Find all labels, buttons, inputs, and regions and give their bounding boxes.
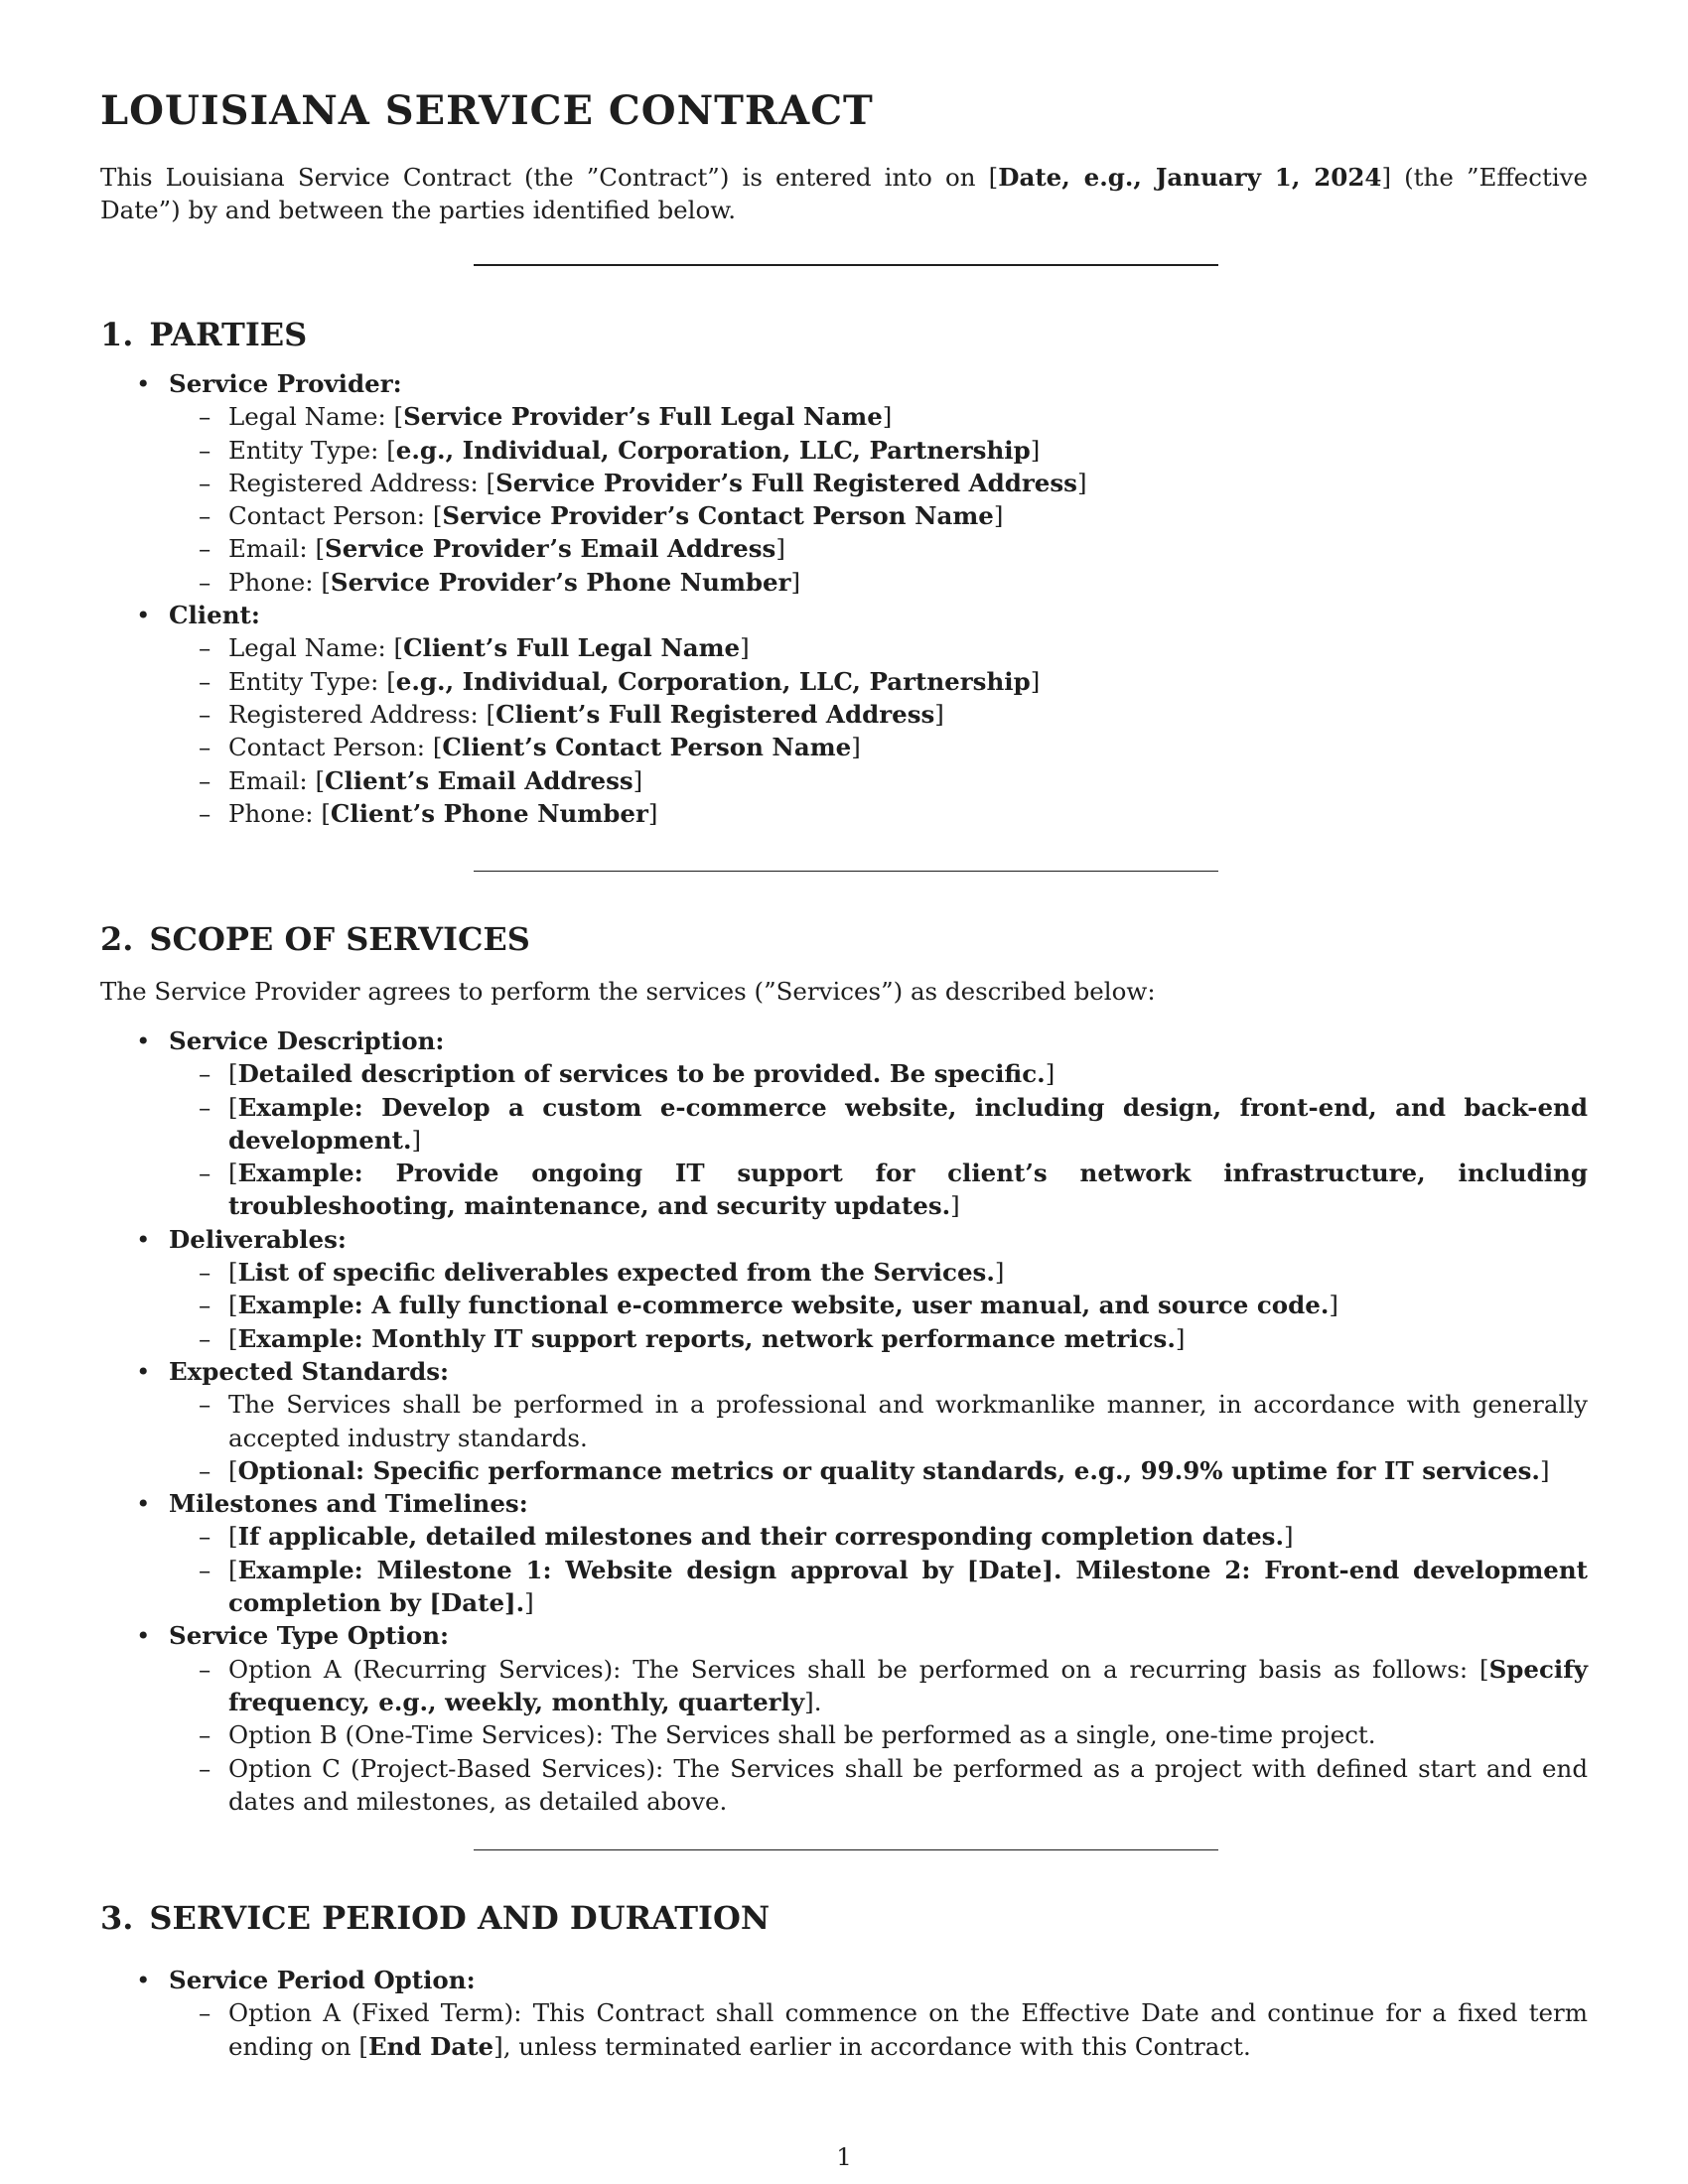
list-item: • Client: – Legal Name: [Client’s Full Legal Name] – Entity Type: [e.g., Individual, Corporation, LLC, Partnership] – Registered Address: [Client’s Full Registered Address] – Contact Person: [Client’s Contact Person Name] – Email: [Client’s Email Address] – Phone: [Client’s Phone Number] <box>100 599 1588 830</box>
list-item: • Deliverables: – [List of specific deliverables expected from the Services.] – [Example: A fully functional e-commerce website, user manual, and source code.] – [Example: Monthly IT support reports, network performance metrics.] <box>100 1223 1588 1355</box>
list-item: – [Example: Develop a custom e-commerce website, including design, front-end, and back-end development.] <box>169 1091 1588 1158</box>
section-divider <box>474 264 1218 266</box>
section-heading-period: 3. SERVICE PERIOD AND DURATION <box>100 1899 771 1937</box>
list-item: – Email: [Client’s Email Address] <box>169 764 1588 797</box>
list-item: – [Detailed description of services to be provided. Be specific.] <box>169 1057 1588 1090</box>
period-list <box>100 1964 1588 2063</box>
intro-paragraph <box>100 161 1588 226</box>
list-item: – Entity Type: [e.g., Individual, Corporation, LLC, Partnership] <box>169 434 1588 467</box>
scope-list <box>100 1024 1588 1818</box>
list-item: – Option A (Recurring Services): The Services shall be performed on a recurring basis as follows: [Specify frequency, e.g., weekly, monthly, quarterly]. <box>169 1653 1588 1719</box>
list-item: • Milestones and Timelines: – [If applicable, detailed milestones and their corresponding completion dates.] – [Example: Milestone 1: Website design approval by [Date]. Milestone 2: Front-end development completion by [Date].] <box>100 1487 1588 1619</box>
list-item: – Option A (Fixed Term): This Contract shall commence on the Effective Date and continue for a fixed term ending on [End Date], unless terminated earlier in accordance with this Contract. <box>169 1996 1588 2063</box>
list-item: • Service Description: – [Detailed description of services to be provided. Be specific.] – [Example: Develop a custom e-commerce website, including design, front-end, and back-end development.] – [Example: Provide ongoing IT support for client’s network infrastructure, including troubleshooting, maintenance, and security updates.] <box>100 1024 1588 1223</box>
list-item: – [Example: Milestone 1: Website design approval by [Date]. Milestone 2: Front-end development completion by [Date].] <box>169 1554 1588 1620</box>
list-item: – Registered Address: [Service Provider’s Full Registered Address] <box>169 467 1588 499</box>
list-item: – Legal Name: [Client’s Full Legal Name] <box>169 631 1588 664</box>
section-divider <box>474 1849 1218 1850</box>
list-item: • Expected Standards: – The Services shall be performed in a professional and workmanlike manner, in accordance with generally accepted industry standards. – [Optional: Specific performance metrics or quality standards, e.g., 99.9% uptime for IT services.] <box>100 1355 1588 1487</box>
list-item: • Service Provider: – Legal Name: [Service Provider’s Full Legal Name] – Entity Type: [e.g., Individual, Corporation, LLC, Partnership] – Registered Address: [Service Provider’s Full Registered Address] – Contact Person: [Service Provider’s Contact Person Name] – Email: [Service Provider’s Email Address] – Phone: [Service Provider’s Phone Number] <box>100 367 1588 599</box>
list-item: – Contact Person: [Service Provider’s Contact Person Name] <box>169 499 1588 532</box>
list-item: – Option C (Project-Based Services): The Services shall be performed as a project with defined start and end dates and milestones, as detailed above. <box>169 1752 1588 1819</box>
list-item: – [Example: A fully functional e-commerce website, user manual, and source code.] <box>169 1289 1588 1321</box>
list-item: – [Example: Monthly IT support reports, network performance metrics.] <box>169 1322 1588 1355</box>
list-item: – Registered Address: [Client’s Full Registered Address] <box>169 698 1588 731</box>
page-number: 1 <box>836 2142 852 2171</box>
list-item: – Contact Person: [Client’s Contact Person Name] <box>169 731 1588 763</box>
parties-list <box>100 367 1588 830</box>
list-item: – [If applicable, detailed milestones and their corresponding completion dates.] <box>169 1520 1588 1553</box>
list-item: • Service Period Option: – Option A (Fixed Term): This Contract shall commence on the Effective Date and continue for a fixed term ending on [End Date], unless terminated earlier in accordance with this Contract. <box>100 1964 1588 2063</box>
document-title: LOUISIANA SERVICE CONTRACT <box>100 87 874 134</box>
list-item: • Service Type Option: – Option A (Recurring Services): The Services shall be performed on a recurring basis as follows: [Specify frequency, e.g., weekly, monthly, quarterly]. – Option B (One-Time Services): The Services shall be performed as a single, one-time project. – Option C (Project-Based Services): The Services shall be performed as a project with defined start and end dates and milestones, as detailed above. <box>100 1619 1588 1818</box>
list-item: – Phone: [Client’s Phone Number] <box>169 797 1588 830</box>
effective-date-placeholder: Date, e.g., January 1, 2024 <box>998 163 1382 192</box>
list-item: – [List of specific deliverables expected from the Services.] <box>169 1256 1588 1289</box>
section-heading-scope: 2. SCOPE OF SERVICES <box>100 920 530 958</box>
list-item: – Email: [Service Provider’s Email Address] <box>169 532 1588 565</box>
list-item: – Phone: [Service Provider’s Phone Number] <box>169 566 1588 599</box>
intro-text-end: ] (the ”Effective Date”) by and between the parties identified below. <box>100 163 1589 224</box>
intro-text: This Louisiana Service Contract (the ”Contract”) is entered into on [ <box>100 163 999 192</box>
list-item: – [Optional: Specific performance metrics or quality standards, e.g., 99.9% uptime for IT services.] <box>169 1454 1588 1487</box>
list-item: – [Example: Provide ongoing IT support for client’s network infrastructure, including troubleshooting, maintenance, and security updates.] <box>169 1157 1588 1223</box>
list-item: – The Services shall be performed in a professional and workmanlike manner, in accordance with generally accepted industry standards. <box>169 1388 1588 1454</box>
list-item: – Legal Name: [Service Provider’s Full Legal Name] <box>169 400 1588 433</box>
scope-lead-text: The Service Provider agrees to perform the services (”Services”) as described below: <box>100 977 1156 1006</box>
list-item: – Option B (One-Time Services): The Services shall be performed as a single, one-time project. <box>169 1718 1588 1751</box>
section-divider <box>474 871 1218 872</box>
section-heading-parties: 1. PARTIES <box>100 316 308 353</box>
list-item: – Entity Type: [e.g., Individual, Corporation, LLC, Partnership] <box>169 665 1588 698</box>
